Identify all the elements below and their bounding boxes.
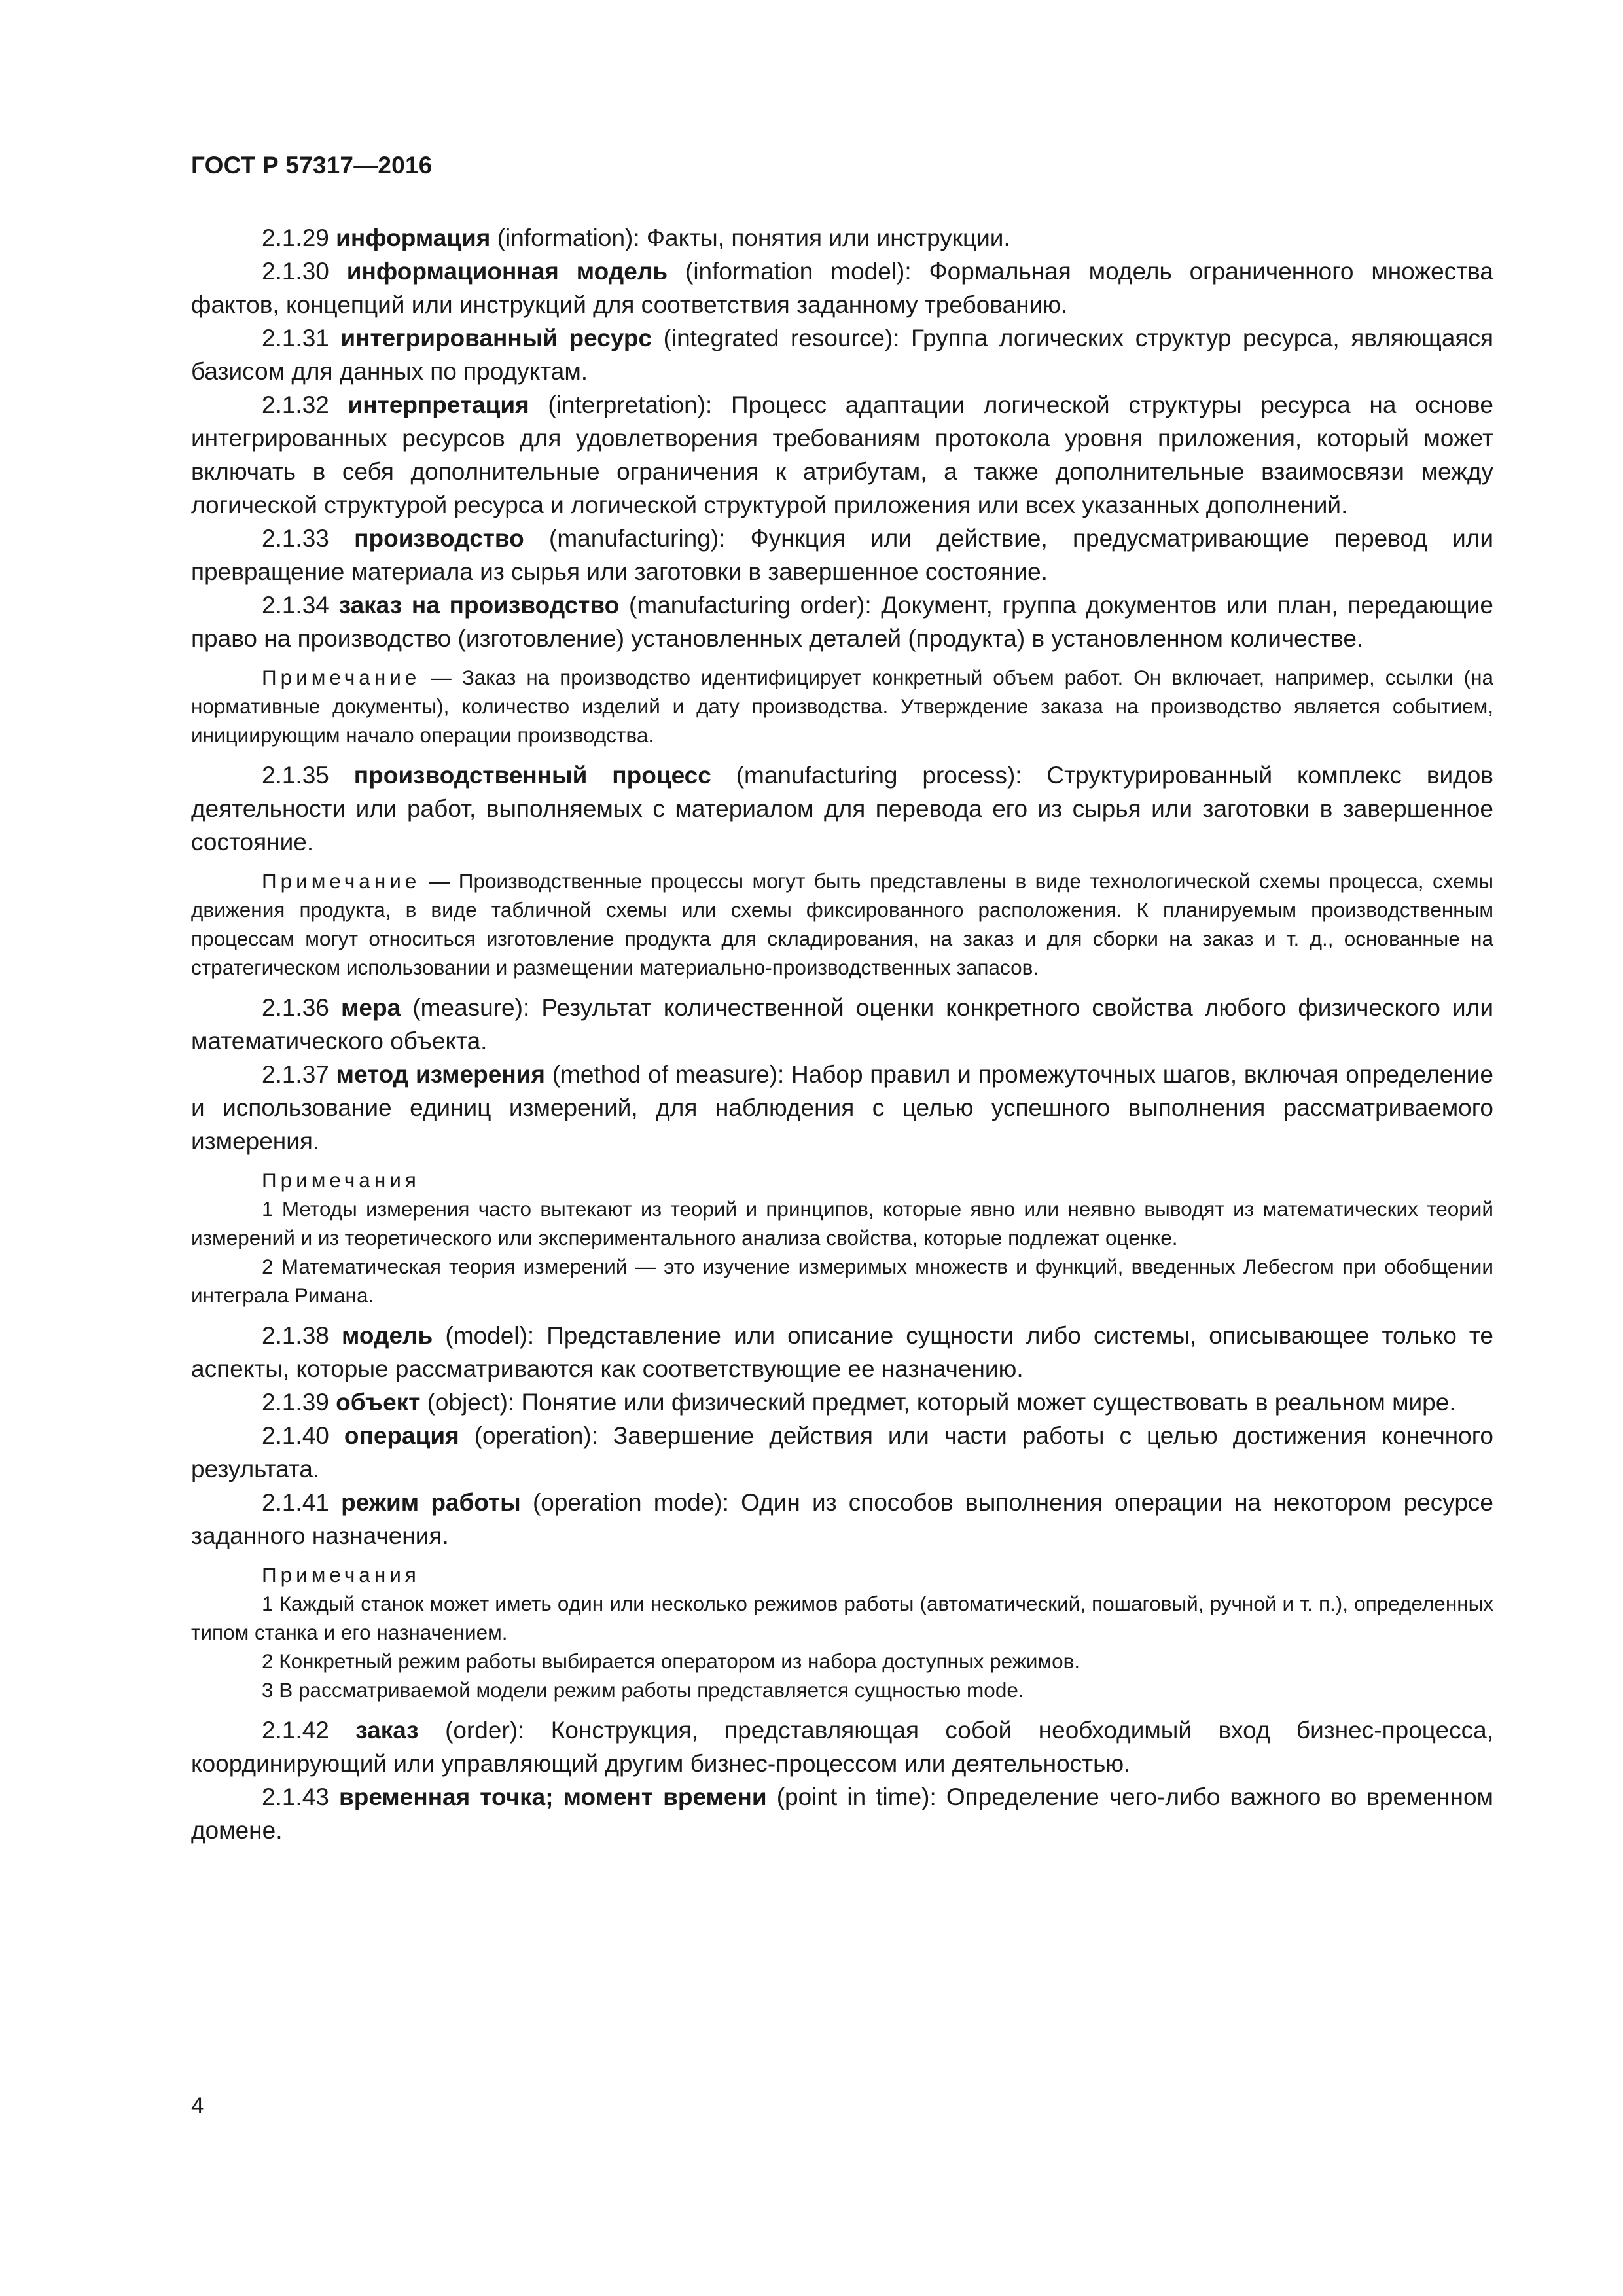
note-item: 2 Математическая теория измерений — это изучение измеримых множеств и функций, введенных Лебесгом при обобщении интеграла Римана.	[191, 1255, 1493, 1307]
term-entry	[191, 221, 1493, 255]
term-number: 2.1.40	[262, 1422, 329, 1449]
note-label: Примечание	[262, 869, 421, 893]
term-definition: : Конструкция, представляющая собой необходимый вход бизнес-процесса, координирующий или управляющий другим бизнес-процессом или деятельностью.	[191, 1717, 1493, 1777]
term-english: (model)	[433, 1322, 527, 1349]
term-number: 2.1.37	[262, 1061, 329, 1088]
term-entry	[191, 1319, 1493, 1386]
term-number: 2.1.42	[262, 1717, 329, 1744]
document-code: ГОСТ Р 57317—2016	[191, 152, 433, 179]
term-name: производственный процесс	[353, 762, 711, 789]
term-number: 2.1.43	[262, 1784, 329, 1810]
note-item: 1 Каждый станок может иметь один или несколько режимов работы (автоматический, пошаговый, ручной и т. п.), определенных типом станка и его назначением.	[191, 1592, 1493, 1644]
term-definition: : Факты, понятия или инструкции.	[633, 224, 1010, 251]
term-english: (method of measure)	[545, 1061, 777, 1088]
note-block	[191, 867, 1493, 982]
term-definition: : Завершение действия или части работы с целью достижения конечного результата.	[191, 1422, 1493, 1482]
term-english: (interpretation)	[529, 391, 706, 418]
term-english: (object)	[420, 1389, 508, 1416]
term-entry	[191, 255, 1493, 321]
term-english: (manufacturing)	[524, 525, 719, 552]
term-entry	[191, 759, 1493, 859]
term-name: заказ на производство	[338, 592, 620, 619]
term-english: (operation mode)	[520, 1489, 722, 1516]
term-definition: : Формальная модель ограниченного множества фактов, концепций или инструкций для соответствия заданному требованию.	[191, 258, 1493, 318]
term-entry	[191, 1058, 1493, 1158]
note-text: — Заказ на производство идентифицирует конкретный объем работ. Он включает, например, ссылки (на нормативные документы), количество изделий и дату производства. Утверждение заказа на производство является событием, инициирующим начало операции производства.	[191, 666, 1493, 747]
term-name: информация	[336, 224, 491, 251]
term-number: 2.1.33	[262, 525, 329, 552]
note-item: 2 Конкретный режим работы выбирается оператором из набора доступных режимов.	[262, 1649, 1080, 1673]
term-entry	[191, 1780, 1493, 1847]
term-number: 2.1.39	[262, 1389, 329, 1416]
term-name: объект	[336, 1389, 421, 1416]
term-entry	[191, 1486, 1493, 1552]
notes-block	[191, 1166, 1493, 1310]
term-number: 2.1.32	[262, 391, 329, 418]
term-definition: : Определение чего-либо важного во временном домене.	[191, 1784, 1493, 1844]
term-name: метод измерения	[336, 1061, 545, 1088]
term-number: 2.1.31	[262, 325, 329, 351]
term-english: (order)	[418, 1717, 518, 1744]
notes-title: Примечания	[262, 1563, 420, 1587]
note-label: Примечание	[262, 666, 421, 689]
term-definition: : Набор правил и промежуточных шагов, включая определение и использование единиц измерений, для наблюдения с целью успешного выполнения рассматриваемого измерения.	[191, 1061, 1493, 1155]
notes-title: Примечания	[262, 1168, 420, 1192]
term-definition: : Один из способов выполнения операции на некотором ресурсе заданного назначения.	[191, 1489, 1493, 1549]
notes-block	[191, 1560, 1493, 1704]
term-name: операция	[344, 1422, 459, 1449]
term-number: 2.1.41	[262, 1489, 329, 1516]
term-entry	[191, 1713, 1493, 1780]
term-english: (manufacturing order)	[619, 592, 865, 619]
term-english: (point in time)	[766, 1784, 930, 1810]
term-number: 2.1.29	[262, 224, 329, 251]
term-name: информационная модель	[346, 258, 668, 285]
term-name: интерпретация	[348, 391, 529, 418]
term-entry	[191, 1419, 1493, 1486]
term-definition: : Процесс адаптации логической структуры ресурса на основе интегрированных ресурсов для удовлетворения требованиям протокола уровня приложения, который может включать в себя дополнительные ограничения к атрибутам, а также дополнительные взаимосвязи между логической структурой ресурса и логической структурой приложения или всех указанных дополнений.	[191, 391, 1493, 518]
term-definition: : Понятие или физический предмет, который может существовать в реальном мире.	[507, 1389, 1456, 1416]
note	[191, 867, 1493, 982]
term-definition: : Структурированный комплекс видов деятельности или работ, выполняемых с материалом для перевода его из сырья или заготовки в завершенное состояние.	[191, 762, 1493, 855]
term-entry	[191, 388, 1493, 522]
term-entry	[191, 991, 1493, 1058]
term-number: 2.1.38	[262, 1322, 329, 1349]
term-number: 2.1.35	[262, 762, 329, 789]
term-definition: : Представление или описание сущности либо системы, описывающее только те аспекты, которые рассматриваются как соответствующие ее назначению.	[191, 1322, 1494, 1382]
term-name: временная точка; момент времени	[338, 1784, 767, 1810]
term-number: 2.1.30	[262, 258, 329, 285]
term-definition: : Результат количественной оценки конкретного свойства любого физического или математического объекта.	[191, 994, 1493, 1054]
term-entry	[191, 522, 1493, 588]
term-name: производство	[354, 525, 524, 552]
term-english: (measure)	[401, 994, 523, 1021]
terms-body	[191, 221, 1493, 1847]
term-name: режим работы	[341, 1489, 521, 1516]
term-english: (integrated resource)	[652, 325, 893, 351]
term-definition: : Группа логических структур ресурса, являющаяся базисом для данных по продуктам.	[191, 325, 1494, 385]
document-page	[191, 0, 1493, 2296]
term-number: 2.1.34	[262, 592, 329, 619]
term-name: мера	[341, 994, 401, 1021]
term-definition: : Функция или действие, предусматривающие перевод или превращение материала из сырья или заготовки в завершенное состояние.	[191, 525, 1494, 585]
term-name: заказ	[355, 1717, 419, 1744]
term-english: (operation)	[459, 1422, 592, 1449]
page-number: 4	[191, 2093, 204, 2119]
note	[191, 663, 1493, 749]
term-entry	[191, 588, 1493, 655]
term-entry	[191, 1386, 1493, 1419]
term-english: (information model)	[668, 258, 905, 285]
term-definition: : Документ, группа документов или план, передающие право на производство (изготовление) установленных деталей (продукта) в установленном количестве.	[191, 592, 1494, 652]
note-item: 1 Методы измерения часто вытекают из теорий и принципов, которые явно или неявно выводят из математических теорий измерений и из теоретического или экспериментального анализа свойства, которые подлежат оценке.	[191, 1197, 1493, 1249]
term-number: 2.1.36	[262, 994, 329, 1021]
note-item: 3 В рассматриваемой модели режим работы представляется сущностью mode.	[262, 1678, 1024, 1702]
note-block	[191, 663, 1493, 749]
term-english: (manufacturing process)	[711, 762, 1016, 789]
term-english: (information)	[490, 224, 633, 251]
term-name: модель	[341, 1322, 433, 1349]
term-name: интегрированный ресурс	[340, 325, 652, 351]
note-text: — Производственные процессы могут быть представлены в виде технологической схемы процесса, схемы движения продукта, в виде табличной схемы или схемы фиксированного расположения. К планируемым производственным процессам могут относиться изготовление продукта для складирования, на заказ и для сборки на заказ и т. д., основанные на стратегическом использовании и размещении материально-производственных запасов.	[191, 869, 1493, 979]
term-entry	[191, 321, 1493, 388]
